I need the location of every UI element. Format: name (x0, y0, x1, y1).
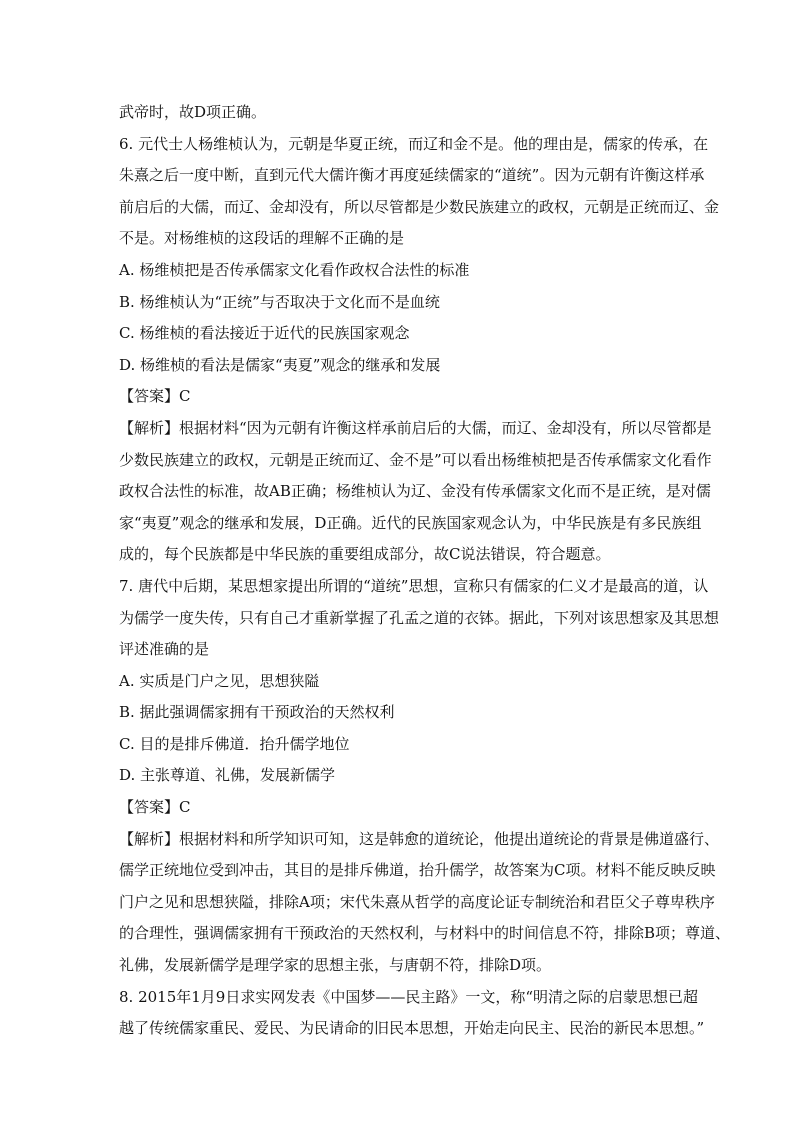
text-line: 8. 2015年1月9日求实网发表《中国梦——民主路》一文，称“明清之际的启蒙思想已超 (119, 987, 699, 1006)
text-line: 越了传统儒家重民、爱民、为民请命的旧民本思想，开始走向民主、民治的新民本思想。” (119, 1019, 705, 1038)
text-line: 武帝时，故D项正确。 (119, 103, 267, 121)
text-line: 为儒学一度失传，只有自己才重新掌握了孔孟之道的衣钵。据此，下列对该思想家及其思想 (119, 608, 720, 627)
text-line: 【答案】C (119, 798, 191, 817)
text-line: C. 杨维桢的看法接近于近代的民族国家观念 (119, 324, 410, 343)
text-line: C. 目的是排斥佛道．抬升儒学地位 (119, 734, 350, 753)
text-line: 朱熹之后一度中断，直到元代大儒许衡才再度延续儒家的“道统”。因为元朝有许衡这样承 (119, 166, 705, 185)
text-line: 少数民族建立的政权，元朝是正统而辽、金不是”可以看出杨维桢把是否传承儒家文化看作 (119, 450, 712, 469)
text-line: 门户之见和思想狭隘，排除A项；宋代朱熹从哲学的高度论证专制统治和君臣父子尊卑秩序 (119, 892, 715, 911)
text-line: 【答案】C (119, 387, 191, 406)
text-line: 7. 唐代中后期，某思想家提出所谓的“道统”思想，宣称只有儒家的仁义才是最高的道，认 (119, 576, 709, 595)
document-page (119, 97, 731, 1045)
text-line: B. 据此强调儒家拥有干预政治的天然权利 (119, 703, 395, 722)
text-line: D. 杨维桢的看法是儒家“夷夏”观念的继承和发展 (119, 355, 441, 374)
text-line: A. 杨维桢把是否传承儒家文化看作政权合法性的标准 (119, 260, 470, 279)
text-line: A. 实质是门户之见，思想狭隘 (119, 671, 320, 690)
text-line: 礼佛，发展新儒学是理学家的思想主张，与唐朝不符，排除D项。 (119, 956, 552, 975)
text-line: 成的，每个民族都是中华民族的重要组成部分，故C说法错误，符合题意。 (119, 545, 611, 564)
text-line: 6. 元代士人杨维桢认为，元朝是华夏正统，而辽和金不是。他的理由是，儒家的传承，在 (119, 134, 709, 153)
text-line: B. 杨维桢认为“正统”与否取决于文化而不是血统 (119, 292, 440, 311)
text-line: D. 主张尊道、礼佛，发展新儒学 (119, 766, 336, 785)
text-line: 【解析】根据材料和所学知识可知，这是韩愈的道统论，他提出道统论的背景是佛道盛行、 (119, 829, 720, 848)
text-line: 前启后的大儒，而辽、金却没有，所以尽管都是少数民族建立的政权，元朝是正统而辽、金 (119, 197, 720, 216)
text-line: 不是。对杨维桢的这段话的理解不正确的是 (119, 229, 405, 248)
text-line: 政权合法性的标准，故AB正确；杨维桢认为辽、金没有传承儒家文化而不是正统，是对儒 (119, 482, 711, 501)
text-line: 家“夷夏”观念的继承和发展，D正确。近代的民族国家观念认为，中华民族是有多民族组 (119, 513, 702, 532)
text-line: 【解析】根据材料“因为元朝有许衡这样承前启后的大儒，而辽、金却没有，所以尽管都是 (119, 418, 712, 437)
text-line: 儒学正统地位受到冲击，其目的是排斥佛道，抬升儒学，故答案为C项。材料不能反映反映 (119, 861, 716, 880)
text-line: 的合理性，强调儒家拥有干预政治的天然权利，与材料中的时间信息不符，排除B项；尊道、 (119, 924, 731, 943)
text-line: 评述准确的是 (119, 640, 210, 659)
